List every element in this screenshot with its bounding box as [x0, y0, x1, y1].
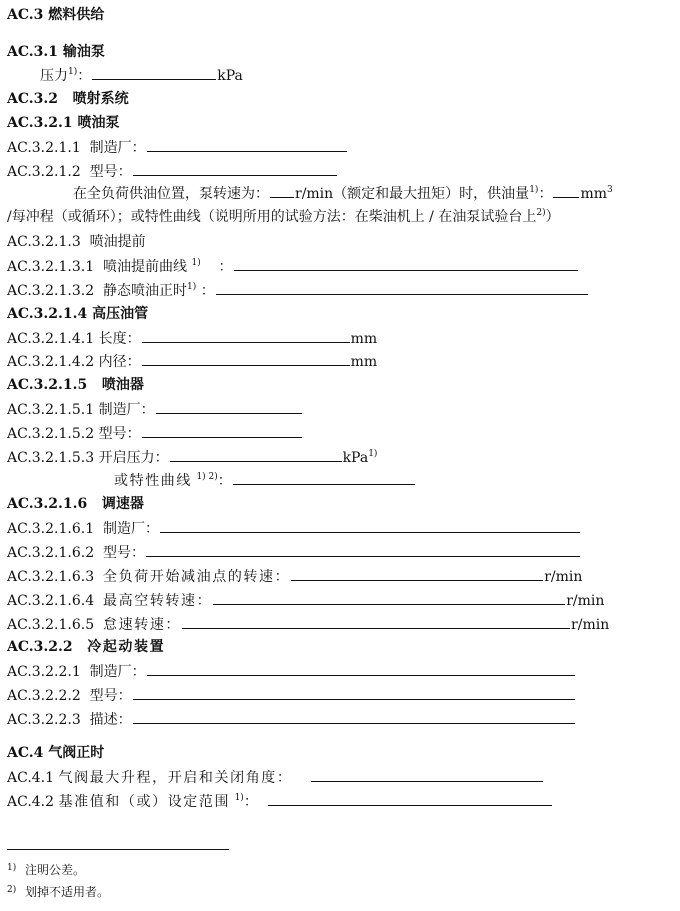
heading-ac31 [7, 43, 105, 61]
heading-title: 调速器 [101, 496, 144, 512]
heading-number: AC.4 [7, 745, 44, 761]
heading-title: 冷起动装置 [87, 639, 166, 655]
row-ac3222 [7, 686, 576, 704]
colon: ： [218, 259, 233, 275]
footnote-1 [7, 860, 85, 878]
colon: ： [217, 473, 232, 489]
field-label: 制造厂： [89, 140, 146, 156]
field-label: 全负荷开始减油点的转速： [103, 569, 291, 585]
unit-label: mm [580, 186, 607, 202]
row-ac32165 [7, 615, 609, 633]
delivery-text: 在全负荷供油位置，泵转速为： [73, 186, 269, 202]
length-blank[interactable] [142, 329, 350, 343]
unit-label: r/min [544, 569, 583, 585]
footnote-ref: 1) 2) [196, 472, 218, 482]
heading-number: AC.3 [7, 7, 44, 23]
field-label: 气阀最大升程，开启和关闭角度： [58, 770, 293, 786]
heading-ac32 [7, 90, 129, 108]
unit-label: kPa [342, 450, 369, 466]
pump-speed-blank[interactable] [270, 184, 294, 198]
valve-lift-blank[interactable] [311, 768, 543, 782]
characteristic-curve-blank[interactable] [233, 471, 415, 485]
field-label: 型号： [98, 426, 141, 442]
item-number: AC.3.2.2.2 [7, 688, 81, 704]
footnote-ref: 1) [234, 793, 244, 803]
delivery-row-2 [7, 208, 560, 226]
heading-ac3 [7, 6, 104, 24]
description-blank[interactable] [133, 710, 575, 724]
field-label: 型号： [89, 688, 132, 704]
heading-number: AC.3.2 [7, 91, 58, 107]
footnote-2 [7, 882, 109, 900]
item-number: AC.4.2 [7, 794, 55, 810]
item-number: AC.3.2.1.3 [7, 234, 81, 250]
field-label: 基准值和（或）设定范围 [58, 794, 231, 810]
unit-label: r/min [566, 593, 605, 609]
field-label: 型号： [89, 164, 132, 180]
heading-title: 燃料供给 [48, 7, 105, 23]
static-timing-blank[interactable] [216, 281, 588, 295]
heading-ac4 [7, 744, 104, 762]
row-ac3223 [7, 710, 576, 728]
heading-ac3215 [7, 376, 144, 394]
manufacturer-blank[interactable] [156, 400, 302, 414]
row-ac32151 [7, 400, 303, 418]
field-label: 怠速转速： [103, 617, 182, 633]
idle-speed-blank[interactable] [182, 615, 570, 629]
row-ac32131 [7, 257, 579, 275]
item-number: AC.4.1 [7, 770, 55, 786]
item-number: AC.3.2.1.5.2 [7, 426, 95, 442]
fuel-cutback-speed-blank[interactable] [291, 567, 543, 581]
delivery-text: /每冲程（或循环）；或特性曲线（说明所用的试验方法：在柴油机上 / 在油泵试验台上 [7, 209, 537, 225]
unit-label: mm [350, 331, 378, 347]
footnote-ref: 1) [68, 67, 78, 77]
row-ac32152 [7, 424, 303, 442]
field-label: 制造厂： [89, 664, 146, 680]
row-ac3212 [7, 162, 338, 180]
footnote-ref: 1) [191, 258, 201, 268]
model-blank[interactable] [133, 162, 337, 176]
inner-diameter-blank[interactable] [142, 352, 350, 366]
row-ac32162 [7, 543, 581, 561]
setting-range-blank[interactable] [268, 792, 552, 806]
item-number: AC.3.2.1.6.3 [7, 569, 95, 585]
item-number: AC.3.2.2.3 [7, 712, 81, 728]
colon: ： [77, 68, 92, 84]
field-label: 静态喷油正时 [103, 283, 188, 299]
item-number: AC.3.2.2.1 [7, 664, 81, 680]
row-ac3213 [7, 233, 146, 251]
heading-title: 输油泵 [62, 44, 105, 60]
injection-advance-curve-blank[interactable] [234, 257, 578, 271]
unit-label: r/min [571, 617, 610, 633]
row-ac32153 [7, 448, 377, 466]
item-number: AC.3.2.1.3.2 [7, 283, 95, 299]
colon: ： [538, 186, 553, 202]
heading-number: AC.3.2.1.6 [7, 496, 88, 512]
heading-number: AC.3.2.2 [7, 639, 73, 655]
item-number: AC.3.2.1.4.2 [7, 354, 95, 370]
field-label: 制造厂： [103, 521, 160, 537]
item-number: AC.3.2.1.6.5 [7, 617, 95, 633]
footnote-text: 注明公差。 [25, 863, 86, 877]
field-label: 内径： [98, 354, 141, 370]
unit-label: kPa [217, 68, 243, 84]
footnote-separator [7, 849, 229, 850]
delivery-blank[interactable] [553, 184, 579, 198]
field-label: 压力 [40, 68, 68, 84]
field-label: 喷油提前曲线 [103, 259, 188, 275]
item-number: AC.3.2.1.2 [7, 164, 81, 180]
field-label: 型号： [103, 545, 146, 561]
heading-title: 喷油泵 [77, 115, 120, 131]
colon: ： [200, 283, 215, 299]
row-ac32141 [7, 329, 377, 347]
max-idle-speed-blank[interactable] [213, 591, 565, 605]
colon: ： [243, 794, 258, 810]
pressure-blank[interactable] [92, 66, 216, 80]
item-number: AC.3.2.1.3.1 [7, 259, 95, 275]
heading-ac3214 [7, 305, 148, 323]
row-ac32132 [7, 281, 589, 299]
footnote-ref: 1) [529, 185, 539, 195]
heading-title: 喷油器 [101, 377, 144, 393]
item-number: AC.3.2.1.6.1 [7, 521, 95, 537]
manufacturer-blank[interactable] [160, 519, 580, 533]
unit-label: mm [350, 354, 378, 370]
delivery-row [73, 184, 613, 202]
footnote-text: 划掉不适用者。 [25, 885, 110, 899]
curve-row [114, 471, 416, 489]
model-blank[interactable] [146, 543, 580, 557]
heading-title: 高压油管 [92, 306, 149, 322]
heading-ac322 [7, 638, 165, 656]
row-ac32161 [7, 519, 581, 537]
unit-label: r/min [295, 186, 334, 202]
row-ac3221 [7, 662, 576, 680]
field-label: 喷油提前 [89, 234, 146, 250]
unit-exponent: 3 [607, 185, 613, 195]
row-ac3211 [7, 138, 348, 156]
heading-ac321 [7, 114, 119, 132]
item-number: AC.3.2.1.5.3 [7, 450, 95, 466]
opening-pressure-blank[interactable] [170, 448, 342, 462]
row-ac41 [7, 768, 544, 786]
item-number: AC.3.2.1.5.1 [7, 402, 95, 418]
delivery-text: （额定和最大扭矩）时，供油量 [333, 186, 530, 202]
item-number: AC.3.2.1.6.2 [7, 545, 95, 561]
field-label: 开启压力： [98, 450, 169, 466]
heading-number: AC.3.2.1 [7, 115, 73, 131]
footnote-mark: 2) [7, 885, 17, 895]
pressure-row [40, 66, 243, 84]
heading-title: 喷射系统 [72, 91, 129, 107]
field-label: 描述： [89, 712, 132, 728]
item-number: AC.3.2.1.6.4 [7, 593, 95, 609]
close-paren: ） [545, 209, 560, 225]
footnote-ref: 1) [368, 449, 378, 459]
row-ac32164 [7, 591, 604, 609]
footnote-mark: 1) [7, 863, 17, 873]
model-blank[interactable] [133, 686, 575, 700]
heading-title: 气阀正时 [48, 745, 105, 761]
manufacturer-blank[interactable] [147, 662, 575, 676]
heading-number: AC.3.2.1.5 [7, 377, 88, 393]
model-blank[interactable] [142, 424, 302, 438]
row-ac32163 [7, 567, 582, 585]
item-number: AC.3.2.1.1 [7, 140, 81, 156]
heading-number: AC.3.1 [7, 44, 58, 60]
field-label: 制造厂： [98, 402, 155, 418]
footnote-ref: 2) [536, 208, 546, 218]
field-label: 最高空转转速： [103, 593, 213, 609]
heading-number: AC.3.2.1.4 [7, 306, 88, 322]
row-ac42 [7, 792, 553, 810]
footnote-ref: 1) [187, 282, 197, 292]
heading-ac3216 [7, 495, 144, 513]
manufacturer-blank[interactable] [147, 138, 347, 152]
item-number: AC.3.2.1.4.1 [7, 331, 95, 347]
row-ac32142 [7, 352, 377, 370]
field-label: 长度： [98, 331, 141, 347]
field-label: 或特性曲线 [114, 473, 192, 489]
